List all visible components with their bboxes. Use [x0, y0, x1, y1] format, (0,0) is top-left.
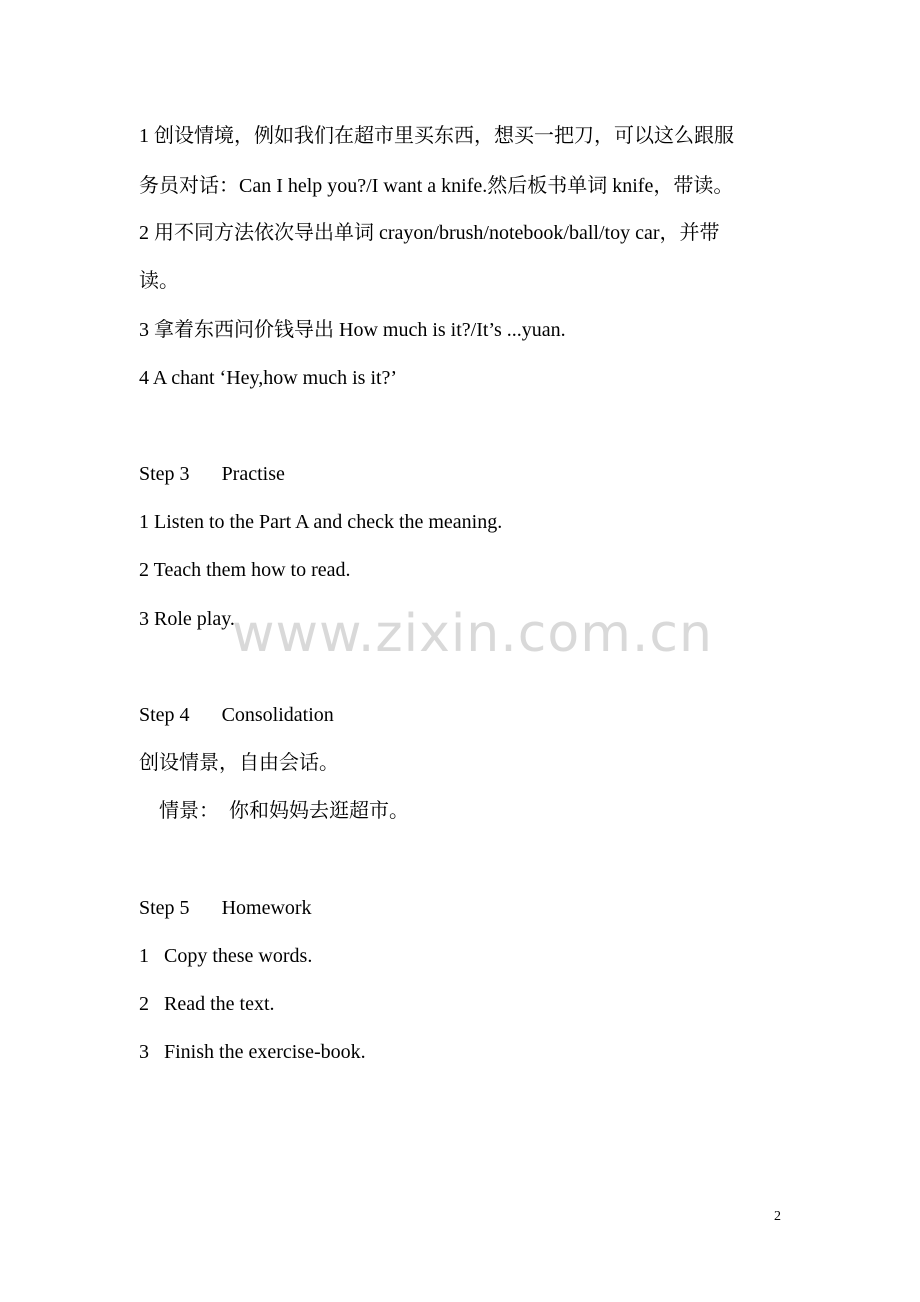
line-text: 3 拿着东西问价钱导出 How much is it?/It’s ...yuan. — [139, 319, 566, 341]
paragraph-line — [139, 269, 179, 293]
paragraph-line — [139, 510, 502, 534]
step-heading — [139, 462, 285, 486]
line-text: 3 Finish the exercise-book. — [139, 1041, 366, 1063]
step-title: Homework — [221, 897, 312, 919]
line-text: 创设情景，自由会话。 — [139, 752, 339, 774]
paragraph-line — [139, 558, 351, 582]
step-label: Step 5 — [139, 897, 190, 919]
paragraph-line — [139, 366, 397, 390]
step-title: Practise — [221, 463, 285, 485]
paragraph-line — [139, 318, 566, 342]
line-text: 1 Listen to the Part A and check the meaning. — [139, 511, 503, 533]
line-text: 2 Read the text. — [139, 993, 275, 1015]
watermark: www.zixin.com.cn — [232, 604, 713, 664]
paragraph-line — [139, 174, 733, 198]
paragraph-line — [139, 124, 734, 148]
step-heading — [139, 896, 312, 920]
line-text: 1 创设情境，例如我们在超市里买东西，想买一把刀，可以这么跟服 — [139, 125, 734, 147]
line-text: 情景： 你和妈妈去逛超市。 — [139, 800, 409, 822]
paragraph-line — [139, 992, 275, 1016]
step-title: Consolidation — [221, 704, 334, 726]
paragraph-line — [139, 607, 235, 631]
line-text: 2 用不同方法依次导出单词 crayon/brush/notebook/ball/toy car，并带 — [139, 222, 720, 244]
line-text: 4 A chant ‘Hey,how much is it?’ — [139, 367, 398, 389]
line-text: 1 Copy these words. — [139, 945, 313, 967]
line-text: 务员对话：Can I help you?/I want a knife.然后板书单词 knife，带读。 — [139, 175, 734, 197]
paragraph-line — [139, 221, 719, 245]
line-text: 3 Role play. — [139, 608, 235, 630]
step-label: Step 3 — [139, 463, 190, 485]
step-heading — [139, 703, 334, 727]
paragraph-line — [139, 751, 339, 775]
paragraph-line — [139, 799, 409, 823]
paragraph-line — [139, 944, 312, 968]
step-label: Step 4 — [139, 704, 190, 726]
paragraph-line — [139, 1040, 366, 1064]
page-number: 2 — [774, 1209, 781, 1224]
line-text: 读。 — [139, 270, 179, 292]
line-text: 2 Teach them how to read. — [139, 559, 351, 581]
